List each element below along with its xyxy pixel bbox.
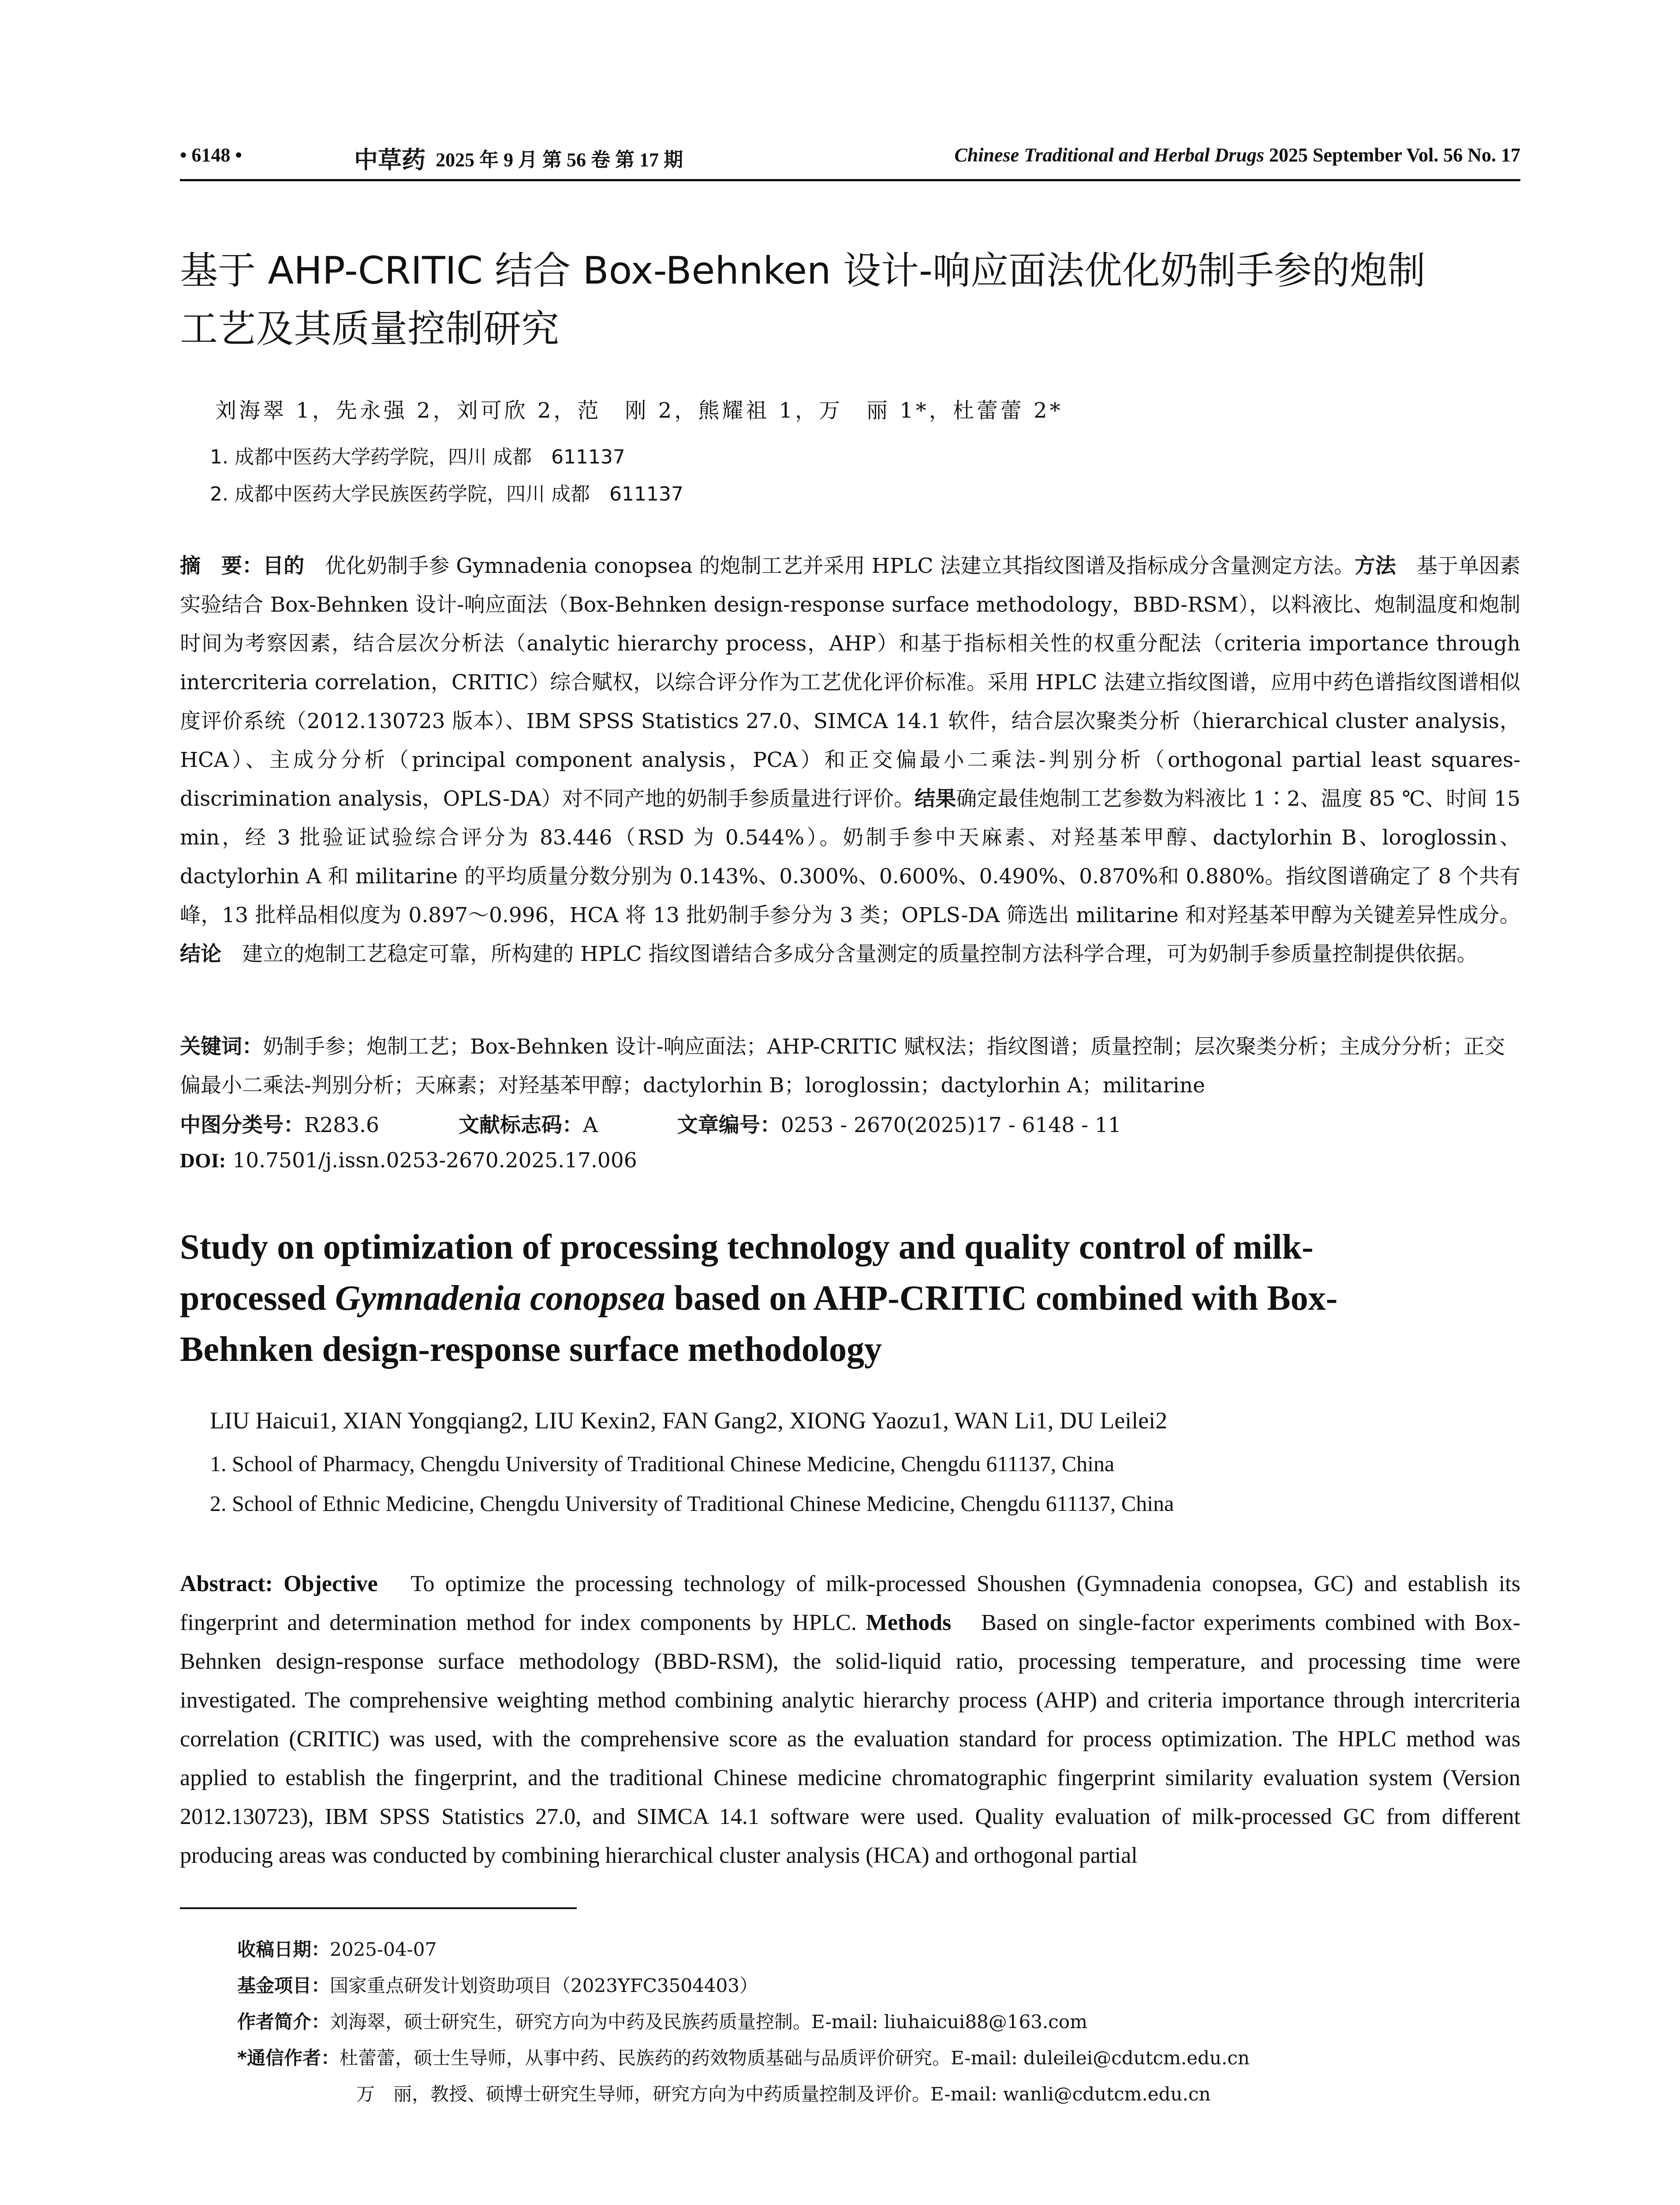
cn-title (180, 242, 1520, 358)
footnote-corresponding-2: 万 丽，教授、硕博士研究生导师，研究方向为中药质量控制及评价。E-mail: wanli@cdutcm.edu.cn (356, 2083, 1211, 2105)
en-title-line2 (180, 1273, 1520, 1324)
doc-code-label: 文献标志码： (458, 1113, 583, 1137)
cn-authors: 刘海翠 1，先永强 2，刘可欣 2，范 刚 2，熊耀祖 1，万 丽 1*，杜蕾蕾 2* (215, 398, 1063, 423)
received-label: 收稿日期： (237, 1939, 330, 1960)
cn-objective: 优化奶制手参 Gymnadenia conopsea 的炮制工艺并采用 HPLC 法建立其指纹图谱及指标成分含量测定方法。 (304, 554, 1355, 578)
received-date: 2025-04-07 (330, 1939, 437, 1960)
en-methods-label: Methods (866, 1610, 952, 1635)
clc-value: R283.6 (304, 1113, 379, 1137)
en-affiliation-2: 2. School of Ethnic Medicine, Chengdu University of Traditional Chinese Medicine, Chengdu 611137, China (210, 1491, 1174, 1516)
en-abstract (180, 1565, 1520, 1875)
cn-results: 确定最佳炮制工艺参数为料液比 1∶2、温度 85 ℃、时间 15 min，经 3 批验证试验综合评分为 83.446（RSD 为 0.544%）。奶制手参中天麻素、对羟基苯甲醇、dactylorhin B、loroglossin、dactylorhin A 和 militarine 的平均质量分数分别为 0.143%、0.300%、0.600%、0.490%、0.870%和 0.880%。指纹图谱确定了 8 个共有峰，13 批样品相似度为 0.897～0.996，HCA 将 13 批奶制手参分为 3 类；OPLS-DA 筛选出 militarine 和对羟基苯甲醇为关键差异性成分。 (180, 787, 1520, 927)
footnote-received (237, 1935, 437, 1962)
cn-conclusion-label: 结论 (180, 942, 221, 966)
cn-objective-label: 目的 (263, 554, 305, 578)
cn-methods: 基于单因素实验结合 Box-Behnken 设计-响应面法（Box-Behnken design-response surface methodology，BBD-RSM），以料液比、炮制温度和炮制时间为考察因素，结合层次分析法（analytic hierarchy process，AHP）和基于指标相关性的权重分配法（criteria importance through intercriteria correlation，CRITIC）综合赋权，以综合评分作为工艺优化评价标准。采用 HPLC 法建立指纹图谱，应用中药色谱指纹图谱相似度评价系统（2012.130723 版本）、IBM SPSS Statistics 27.0、SIMCA 14.1 软件，结合层次聚类分析（hierarchical cluster analysis，HCA）、主成分分析（principal component analysis，PCA）和正交偏最小二乘法-判别分析（orthogonal partial least squares-discrimination analysis，OPLS-DA）对不同产地的奶制手参质量进行评价。 (180, 554, 1521, 811)
en-title-line2-a: processed (180, 1279, 335, 1318)
journal-en-line (955, 144, 1520, 166)
en-authors: LIU Haicui1, XIAN Yongqiang2, LIU Kexin2, FAN Gang2, XIONG Yaozu1, WAN Li1, DU Leilei2 (210, 1407, 1168, 1434)
corr-label: *通信作者： (237, 2047, 340, 2069)
cn-keywords-text: 奶制手参；炮制工艺；Box-Behnken 设计-响应面法；AHP-CRITIC 赋权法；指纹图谱；质量控制；层次聚类分析；主成分分析；正交偏最小二乘法-判别分析；天麻素；对羟基苯甲醇；dactylorhin B；loroglossin；dactylorhin A；militarine (180, 1035, 1505, 1098)
bio-text: 刘海翠，硕士研究生，研究方向为中药及民族药质量控制。E-mail: liuhaicui88@163.com (330, 2011, 1087, 2033)
doc-code-value: A (582, 1113, 598, 1137)
page-number: • 6148 • (180, 144, 242, 166)
cn-affiliation-2: 2. 成都中医药大学民族医药学院，四川 成都 611137 (210, 483, 683, 505)
journal-name-cn: 中草药 (354, 147, 426, 173)
cn-abstract-label: 摘 要： (180, 554, 263, 578)
fund-text: 国家重点研发计划资助项目（2023YFC3504403） (330, 1975, 758, 1996)
footnote-rule (180, 1907, 577, 1909)
en-title (180, 1222, 1520, 1375)
doi-value: 10.7501/j.issn.0253-2670.2025.17.006 (226, 1148, 637, 1173)
cn-keywords (180, 1028, 1520, 1105)
cn-abstract (180, 547, 1520, 974)
en-title-line2-b: based on AHP-CRITIC combined with Box- (665, 1279, 1338, 1318)
corr-author-1: 杜蕾蕾，硕士生导师，从事中药、民族药的药效物质基础与品质评价研究。E-mail: duleilei@cdutcm.edu.cn (339, 2047, 1250, 2069)
running-header (180, 141, 1520, 181)
issue-cn: 2025 年 9 月 第 56 卷 第 17 期 (436, 149, 683, 171)
en-title-line3: Behnken design-response surface methodology (180, 1330, 882, 1369)
en-title-species: Gymnadenia conopsea (335, 1279, 665, 1318)
footnote-corresponding (237, 2044, 1250, 2070)
doi-label: DOI: (180, 1149, 226, 1172)
journal-name-en: Chinese Traditional and Herbal Drugs (954, 144, 1265, 166)
en-title-line1: Study on optimization of processing technology and quality control of milk- (180, 1228, 1314, 1267)
cn-results-label: 结果 (915, 787, 956, 811)
cn-conclusion: 建立的炮制工艺稳定可靠，所构建的 HPLC 指纹图谱结合多成分含量测定的质量控制方法科学合理，可为奶制手参质量控制提供依据。 (221, 942, 1478, 966)
footnote-fund (237, 1971, 758, 1998)
en-affiliation-1: 1. School of Pharmacy, Chengdu University of Traditional Chinese Medicine, Chengdu 611137, China (210, 1451, 1115, 1476)
fund-label: 基金项目： (237, 1975, 330, 1996)
footnote-bio (237, 2007, 1087, 2034)
cn-title-line1: 基于 AHP-CRITIC 结合 Box-Behnken 设计-响应面法优化奶制手参的炮制 (180, 249, 1426, 293)
en-abstract-label: Abstract: Objective (180, 1571, 378, 1596)
en-methods: Based on single-factor experiments combined with Box-Behnken design-response surface methodology (BBD-RSM), the solid-liquid ratio, processing temperature, and processing time were investigated. The comprehensive weighting method combining analytic hierarchy process (AHP) and criteria importance through intercriteria correlation (CRITIC) was used, with the comprehensive score as the evaluation standard for process optimization. The HPLC method was applied to establish the fingerprint, and the traditional Chinese medicine chromatographic fingerprint similarity evaluation system (Version 2012.130723), IBM SPSS Statistics 27.0, and SIMCA 14.1 software were used. Quality evaluation of milk-processed GC from different producing areas was conducted by combining hierarchical cluster analysis (HCA) and orthogonal partial (180, 1610, 1521, 1868)
article-no-label: 文章编号： (677, 1113, 781, 1137)
en-objective: To optimize the processing technology of milk-processed Shoushen (Gymnadenia conopsea, GC) and establish its fingerprint and determination method for index components by HPLC. (180, 1571, 1520, 1635)
article-no-value: 0253 - 2670(2025)17 - 6148 - 11 (780, 1113, 1121, 1137)
cn-keywords-label: 关键词： (180, 1035, 263, 1059)
issue-en: 2025 September Vol. 56 No. 17 (1269, 144, 1520, 166)
cn-methods-label: 方法 (1354, 554, 1396, 578)
cn-title-line2: 工艺及其质量控制研究 (180, 307, 559, 351)
cn-affiliation-1: 1. 成都中医药大学药学院，四川 成都 611137 (210, 446, 625, 468)
cn-classification-line (180, 1109, 1121, 1138)
doi-line (180, 1148, 637, 1173)
clc-label: 中图分类号： (180, 1113, 304, 1137)
bio-label: 作者简介： (237, 2011, 330, 2033)
header-rule (180, 179, 1520, 181)
